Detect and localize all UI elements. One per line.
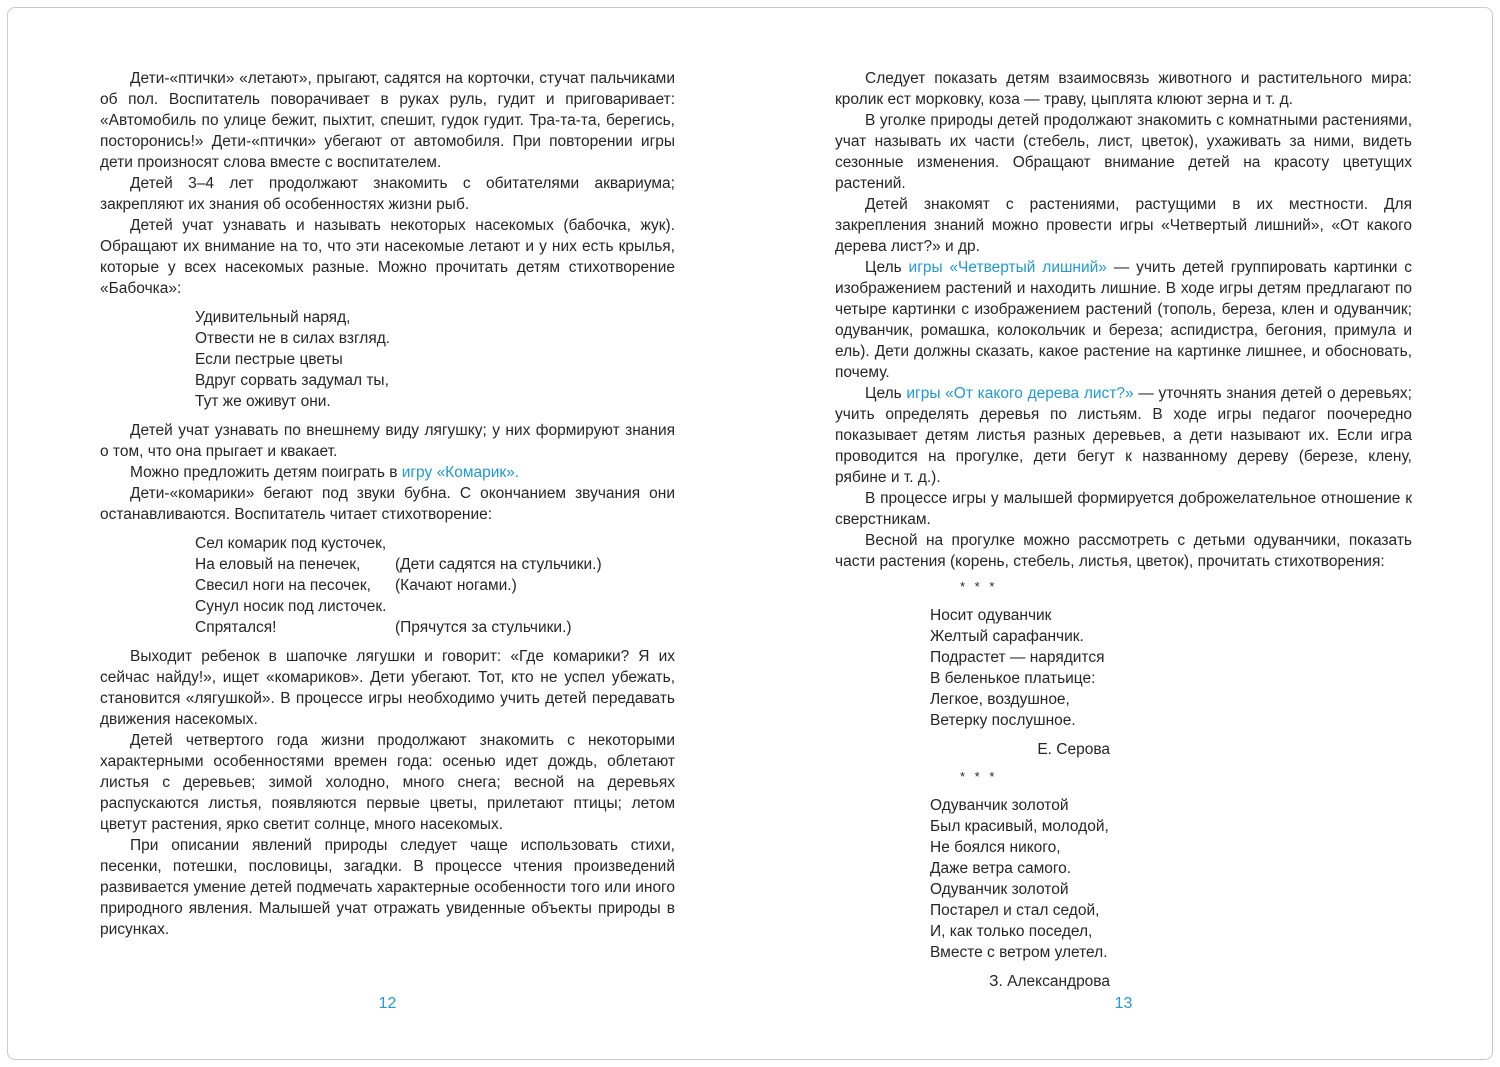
text-run: В процессе игры у малышей формируется доброжелательное отношение к сверстникам. [835,490,1412,528]
poem-line: На еловый на пенечек, [195,556,361,573]
poem-line: Сунул носик под листочек. [195,598,387,615]
paragraph [100,646,675,730]
poem-line: Не боялся никого, [930,839,1061,856]
text-run: — уточнять знания детей о деревьях; учить определять деревья по листьям. В ходе игры педагог поочередно показывает детям листья разных деревьев, а дети называют их. Если игра проводится на прогулке, дети бегут к названному дереву (березе, клену, рябине и т. д.). [835,385,1412,486]
text-run: Следует показать детям взаимосвязь животного и растительного мира: кролик ест морковку, коза — траву, цыплята клюют зерна и т. д. [835,70,1412,108]
text-run: Цель [865,385,907,402]
text-run: Весной на прогулке можно рассмотреть с детьми одуванчики, показать части растения (корень, стебель, листья, цветок), прочитать стихотворения: [835,532,1412,570]
poem [930,605,1412,731]
paragraph [835,530,1412,572]
text-run: Дети-«птички» «летают», прыгают, садятся на корточки, стучат пальчиками об пол. Воспитатель поворачивает в руках руль, гудит и приговаривает: «Автомобиль по улице бежит, пыхтит, спешит, гудок гудит. Тра-та-та, берегись, посторонись!» Дети-«птички» убегают от автомобиля. При повторении игры дети произносят слова вместе с воспитателем. [100,70,675,171]
poem-line: Одуванчик золотой [930,797,1069,814]
stage-direction: (Качают ногами.) [395,577,517,594]
paragraph [100,215,675,299]
poem [930,795,1412,963]
poem-with-stage-directions [195,533,675,638]
paragraph [835,257,1412,383]
accent-game-title: игры «От какого дерева лист?» [906,385,1134,402]
page-number: 13 [1114,995,1133,1012]
text-run: — учить детей группировать картинки с изображением растений и находить лишние. В ходе игры детям предлагают по четыре картинки с изображением растений (тополь, береза, клен и одуванчик; одуванчик, ромашка, колокольчик и береза; аспидистра, бегония, примула и ель). Дети должны сказать, какое растение на картинке лишнее, и обосновать, почему. [835,259,1412,381]
accent-game-title: игры «Четвертый лишний» [908,259,1107,276]
poem-line-row [195,596,675,617]
poem [195,307,675,412]
poem-line: Свесил ноги на песочек, [195,577,371,594]
accent-game-title: игру «Комарик». [401,464,520,481]
poem-line: Подрастет — нарядится [930,649,1105,666]
poem-separator: * * * [960,769,998,784]
text-run: Можно предложить детям поиграть в [130,464,402,481]
text-run: Выходит ребенок в шапочке лягушки и говорит: «Где комарики? Я их сейчас найду!», ищет «комариков». Дети убегают. Тот, кто не успел убежать, становится «лягушкой». В процессе игры необходимо учить детей передавать движения насекомых. [100,648,675,728]
poem-separator: * * * [960,579,998,594]
stage-direction: (Дети садятся на стульчики.) [395,556,602,573]
poem-line: В беленькое платьице: [930,670,1096,687]
poem-line: Отвести не в силах взгляд. [195,330,391,347]
poem-line: Легкое, воздушное, [930,691,1070,708]
stage-direction [395,596,675,617]
paragraph [835,194,1412,257]
poem-line: И, как только поседел, [930,923,1093,940]
stage-direction [395,533,675,554]
poem-line: Вдруг сорвать задумал ты, [195,372,389,389]
page-content [100,68,675,940]
poem-line: Спрятался! [195,619,277,636]
text-run: Детей 3–4 лет продолжают знакомить с обитателями аквариума; закрепляют их знания об особенностях жизни рыб. [100,175,675,213]
poem-line-row [195,617,675,638]
poem-line: Вместе с ветром улетел. [930,944,1108,961]
paragraph [100,173,675,215]
poem-line: Удивительный наряд, [195,309,351,326]
poem-author: Е. Серова [1037,741,1110,758]
text-run: Детей знакомят с растениями, растущими в их местности. Для закрепления знаний можно провести игры «Четвертый лишний», «От какого дерева лист?» и др. [835,196,1412,255]
paragraph [100,462,675,483]
poem-line: Если пестрые цветы [195,351,343,368]
text-run: При описании явлений природы следует чаще использовать стихи, песенки, потешки, пословицы, загадки. В процессе чтения произведений развивается умение детей подмечать характерные особенности того или иного природного явления. Малышей учат отражать увиденные объекты природы в рисунках. [100,837,675,938]
paragraph [100,835,675,940]
text-run: Детей учат узнавать по внешнему виду лягушку; у них формируют знания о том, что она прыгает и квакает. [100,422,675,460]
poem-line: Желтый сарафанчик. [930,628,1084,645]
poem-line-row [195,533,675,554]
paragraph [835,383,1412,488]
text-run: Дети-«комарики» бегают под звуки бубна. С окончанием звучания они останавливаются. Воспитатель читает стихотворение: [100,485,675,523]
paragraph [835,110,1412,194]
poem-line: Ветерку послушное. [930,712,1076,729]
paragraph [100,730,675,835]
poem-line: Тут же оживут они. [195,393,331,410]
poem-line: Постарел и стал седой, [930,902,1100,919]
text-run: Цель [865,259,909,276]
paragraph [835,68,1412,110]
paragraph [100,68,675,173]
poem-line-row [195,575,675,596]
page-content [835,68,1412,992]
paragraph [100,420,675,462]
page-right [750,0,1500,1067]
poem-line: Даже ветра самого. [930,860,1072,877]
poem-line: Одуванчик золотой [930,881,1069,898]
poem-author: З. Александрова [989,973,1110,990]
page-number: 12 [378,995,397,1012]
text-run: Детей четвертого года жизни продолжают знакомить с некоторыми характерными особенностями времен года: осенью идет дождь, облетают листья с деревьев; зимой холодно, много снега; весной на деревьях распускаются листья, появляются первые цветы, прилетают птицы; летом цветут растения, ярко светит солнце, много насекомых. [100,732,675,833]
paragraph [100,483,675,525]
poem-line: Сел комарик под кусточек, [195,535,387,552]
poem-line: Носит одуванчик [930,607,1052,624]
poem-line: Был красивый, молодой, [930,818,1109,835]
text-run: Детей учат узнавать и называть некоторых насекомых (бабочка, жук). Обращают их внимание на то, что эти насекомые летают и у них есть крылья, которые у всех насекомых разные. Можно прочитать детям стихотворение «Бабочка»: [100,217,675,297]
paragraph [835,488,1412,530]
poem-line-row [195,554,675,575]
stage-direction: (Прячутся за стульчики.) [395,619,572,636]
text-run: В уголке природы детей продолжают знакомить с комнатными растениями, учат называть их части (стебель, лист, цветок), ухаживать за ними, видеть сезонные изменения. Обращают внимание детей на красоту цветущих растений. [835,112,1412,192]
